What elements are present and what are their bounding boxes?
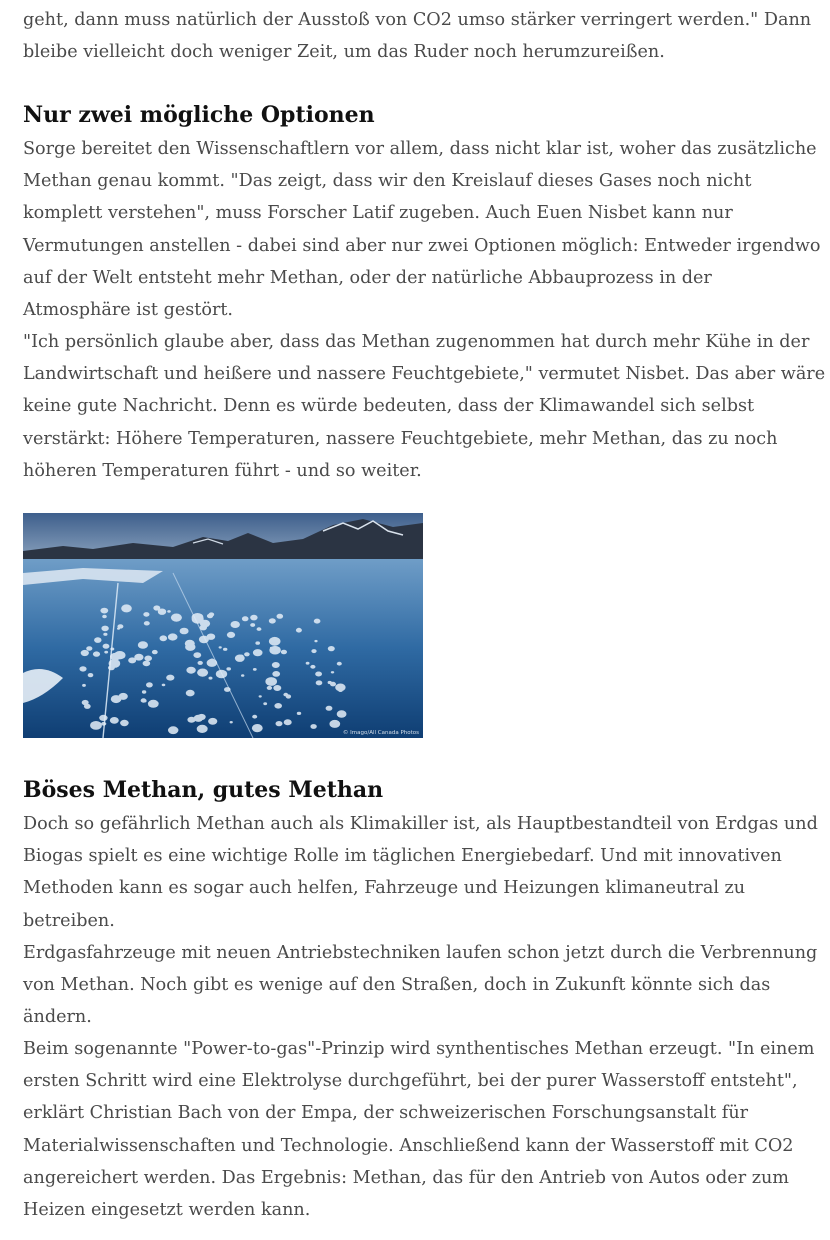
methane-bubble xyxy=(208,718,217,725)
text-line: Methoden kann es sogar auch helfen, Fahrzeuge und Heizungen klimaneutral zu xyxy=(23,878,746,899)
methane-bubble xyxy=(88,673,94,677)
methane-bubble xyxy=(152,650,158,654)
methane-bubble xyxy=(110,648,114,651)
methane-bubble xyxy=(186,667,195,674)
lake-illustration xyxy=(23,513,423,738)
text-line: ersten Schritt wird eine Elektrolyse durchgeführt, bei der purer Wasserstoff entsteht", xyxy=(23,1071,798,1092)
methane-bubble xyxy=(142,690,146,693)
methane-bubble xyxy=(326,706,333,711)
methane-bubble xyxy=(201,715,205,718)
methane-bubble xyxy=(84,704,91,709)
methane-bubble xyxy=(185,643,195,651)
methane-bubble xyxy=(79,666,86,671)
options-paragraph-1 xyxy=(23,133,821,326)
methane-bubble xyxy=(100,608,108,614)
methane-bubble xyxy=(139,656,142,658)
methane-bubble xyxy=(168,726,178,734)
methane-bubble xyxy=(310,665,315,669)
methane-bubble xyxy=(144,656,152,662)
methane-bubble xyxy=(241,674,244,677)
methane-bubble xyxy=(267,686,272,690)
methane-bubble xyxy=(255,641,260,644)
text-line: "Ich persönlich glaube aber, dass das Methan zugenommen hat durch mehr Kühe in der xyxy=(23,332,810,352)
methane-bubble xyxy=(86,646,92,651)
methane-bubble xyxy=(257,627,262,631)
methane-bubble xyxy=(148,700,159,708)
methane-bubble xyxy=(99,715,107,721)
methane-bubble xyxy=(259,695,262,697)
methane-bubble xyxy=(207,614,213,619)
methane-bubble xyxy=(197,725,208,733)
methane-bubble xyxy=(101,626,108,632)
methane-bubble xyxy=(265,677,277,686)
methane-bubble xyxy=(329,720,340,728)
methane-bubble xyxy=(117,624,123,628)
methane-bubble xyxy=(143,661,151,667)
methane-bubble xyxy=(252,715,257,719)
text-line: Heizen eingesetzt werden kann. xyxy=(23,1200,311,1221)
methane-bubble xyxy=(167,610,171,613)
section-heading-options: Nur zwei mögliche Optionen xyxy=(23,102,375,128)
methane-bubble xyxy=(240,655,244,658)
methane-bubble xyxy=(208,660,216,666)
text-line: Biogas spielt es eine wichtige Rolle im täglichen Energiebedarf. Und mit innovativen xyxy=(23,846,782,867)
methane-bubble xyxy=(120,720,129,726)
methane-bubble xyxy=(192,613,204,622)
methane-bubble xyxy=(146,682,153,687)
methane-bubble xyxy=(219,646,222,648)
methane-bubble xyxy=(82,684,86,687)
methane-bubble xyxy=(193,652,201,658)
methane-bubble xyxy=(306,662,310,665)
text-line: Methan genau kommt. "Das zeigt, dass wir den Kreislauf dieses Gases noch nicht xyxy=(23,171,752,192)
methane-bubble xyxy=(250,623,255,627)
methane-bubble xyxy=(263,702,267,705)
text-line: betreiben. xyxy=(23,910,115,931)
methane-bubble xyxy=(110,717,119,724)
methane-bubble xyxy=(114,651,125,659)
methane-bubble xyxy=(272,671,280,677)
methane-bubble xyxy=(231,621,240,628)
methane-bubble xyxy=(93,651,100,656)
methane-bubble xyxy=(296,628,302,633)
text-line: Erdgasfahrzeuge mit neuen Antriebstechniken laufen schon jetzt durch die Verbrennung xyxy=(23,943,818,963)
methane-bubble xyxy=(168,633,178,640)
methane-bubble xyxy=(94,637,101,643)
text-line: geht, dann muss natürlich der Ausstoß von CO2 umso stärker verringert werden." Dann xyxy=(23,10,812,30)
methane-bubble xyxy=(272,662,280,668)
text-line: Sorge bereitet den Wissenschaftlern vor allem, dass nicht klar ist, woher das zusätzliche xyxy=(23,139,817,159)
photo-credit: © Imago/All Canada Photos xyxy=(342,730,419,736)
methane-bubble xyxy=(153,605,160,610)
methane-bubble xyxy=(102,615,107,619)
methane-bubble xyxy=(187,717,195,723)
text-line: von Methan. Noch gibt es wenige auf den Straßen, doch in Zukunft könnte sich das xyxy=(23,975,771,996)
methane-paragraph-1 xyxy=(23,808,818,937)
article-photo-frozen-lake xyxy=(23,513,423,738)
methane-bubble xyxy=(138,641,148,649)
text-line: erklärt Christian Bach von der Empa, der schweizerischen Forschungsanstalt für xyxy=(23,1103,749,1124)
methane-bubble xyxy=(242,616,249,621)
methane-bubble xyxy=(314,640,317,642)
methane-bubble xyxy=(121,604,132,612)
methane-bubble xyxy=(337,662,342,666)
methane-bubble xyxy=(337,710,347,717)
methane-bubble xyxy=(328,646,335,651)
methane-bubble xyxy=(104,651,108,654)
methane-paragraph-3 xyxy=(23,1033,813,1226)
methane-bubble xyxy=(200,625,207,631)
methane-bubble xyxy=(253,668,257,671)
methane-paragraph-2 xyxy=(23,937,818,1034)
methane-bubble xyxy=(101,722,106,726)
methane-bubble xyxy=(180,628,189,635)
methane-bubble xyxy=(143,612,149,617)
methane-bubble xyxy=(250,615,257,621)
text-line: Landwirtschaft und heißere und nassere Feuchtgebiete," vermutet Nisbet. Das aber wäre xyxy=(23,364,826,385)
text-line: Beim sogenannte "Power-to-gas"-Prinzip wird synthentisches Methan erzeugt. "In einem xyxy=(23,1039,815,1059)
methane-bubble xyxy=(283,693,288,697)
methane-bubble xyxy=(244,652,250,656)
methane-bubble xyxy=(162,684,166,687)
methane-bubble xyxy=(316,680,323,685)
methane-bubble xyxy=(273,685,281,691)
text-line: Materialwissenschaften und Technologie. Anschließend kann der Wasserstoff mit CO2 xyxy=(23,1135,794,1156)
methane-bubble xyxy=(90,721,102,730)
text-line: auf der Welt entsteht mehr Methan, oder der natürliche Abbauprozess in der xyxy=(23,267,712,288)
section-heading-methane: Böses Methan, gutes Methan xyxy=(23,777,384,803)
text-line: Vermutungen anstellen - dabei sind aber nur zwei Optionen möglich: Entweder irgendwo xyxy=(23,235,821,256)
text-line: ändern. xyxy=(23,1007,92,1028)
text-line: keine gute Nachricht. Denn es würde bedeuten, dass der Klimawandel sich selbst xyxy=(23,396,755,417)
methane-bubble xyxy=(269,618,276,623)
methane-bubble xyxy=(198,661,203,665)
methane-bubble xyxy=(216,670,227,679)
methane-bubble xyxy=(338,689,342,692)
methane-bubble xyxy=(209,677,213,680)
methane-bubble xyxy=(199,636,209,644)
methane-bubble xyxy=(166,675,174,681)
text-line: bleibe vielleicht doch weniger Zeit, um das Ruder noch herumzureißen. xyxy=(23,42,665,63)
text-line: angereichert werden. Das Ergebnis: Methan, das für den Antrieb von Autos oder zum xyxy=(23,1167,789,1188)
methane-bubble xyxy=(186,690,195,697)
text-line: höheren Temperaturen führt - und so weiter. xyxy=(23,460,422,481)
options-paragraph-2 xyxy=(23,326,826,487)
text-line: Doch so gefährlich Methan auch als Klimakiller ist, als Hauptbestandteil von Erdgas und xyxy=(23,814,818,834)
methane-bubble xyxy=(226,667,231,670)
methane-bubble xyxy=(227,632,235,638)
methane-bubble xyxy=(103,644,110,649)
methane-bubble xyxy=(328,681,332,684)
methane-bubble xyxy=(276,721,283,726)
methane-bubble xyxy=(160,635,168,641)
intro-paragraph xyxy=(23,4,813,68)
text-line: Atmosphäre ist gestört. xyxy=(23,300,234,321)
methane-bubble xyxy=(197,669,208,677)
methane-bubble xyxy=(144,621,150,625)
methane-bubble xyxy=(310,724,316,729)
methane-bubble xyxy=(252,724,263,732)
methane-bubble xyxy=(297,712,301,715)
methane-bubble xyxy=(223,648,227,651)
methane-bubble xyxy=(270,647,273,649)
methane-bubble xyxy=(111,695,122,703)
methane-bubble xyxy=(284,719,292,725)
methane-bubble xyxy=(230,721,233,723)
text-line: verstärkt: Höhere Temperaturen, nassere Feuchtgebiete, mehr Methan, das zu noch xyxy=(23,428,778,449)
methane-bubble xyxy=(315,672,322,677)
methane-bubble xyxy=(331,671,334,673)
methane-bubble xyxy=(314,619,321,624)
methane-bubble xyxy=(103,633,107,636)
methane-bubble xyxy=(269,637,281,646)
methane-bubble xyxy=(274,703,282,709)
methane-bubble xyxy=(224,687,231,692)
methane-bubble xyxy=(277,614,284,619)
methane-bubble xyxy=(141,698,147,702)
methane-bubble xyxy=(171,614,182,622)
methane-bubble xyxy=(253,649,263,656)
methane-bubble xyxy=(81,650,89,656)
methane-bubble xyxy=(281,650,287,655)
methane-bubble xyxy=(311,649,316,653)
text-line: komplett verstehen", muss Forscher Latif zugeben. Auch Euen Nisbet kann nur xyxy=(23,203,733,224)
methane-bubble xyxy=(108,665,115,670)
